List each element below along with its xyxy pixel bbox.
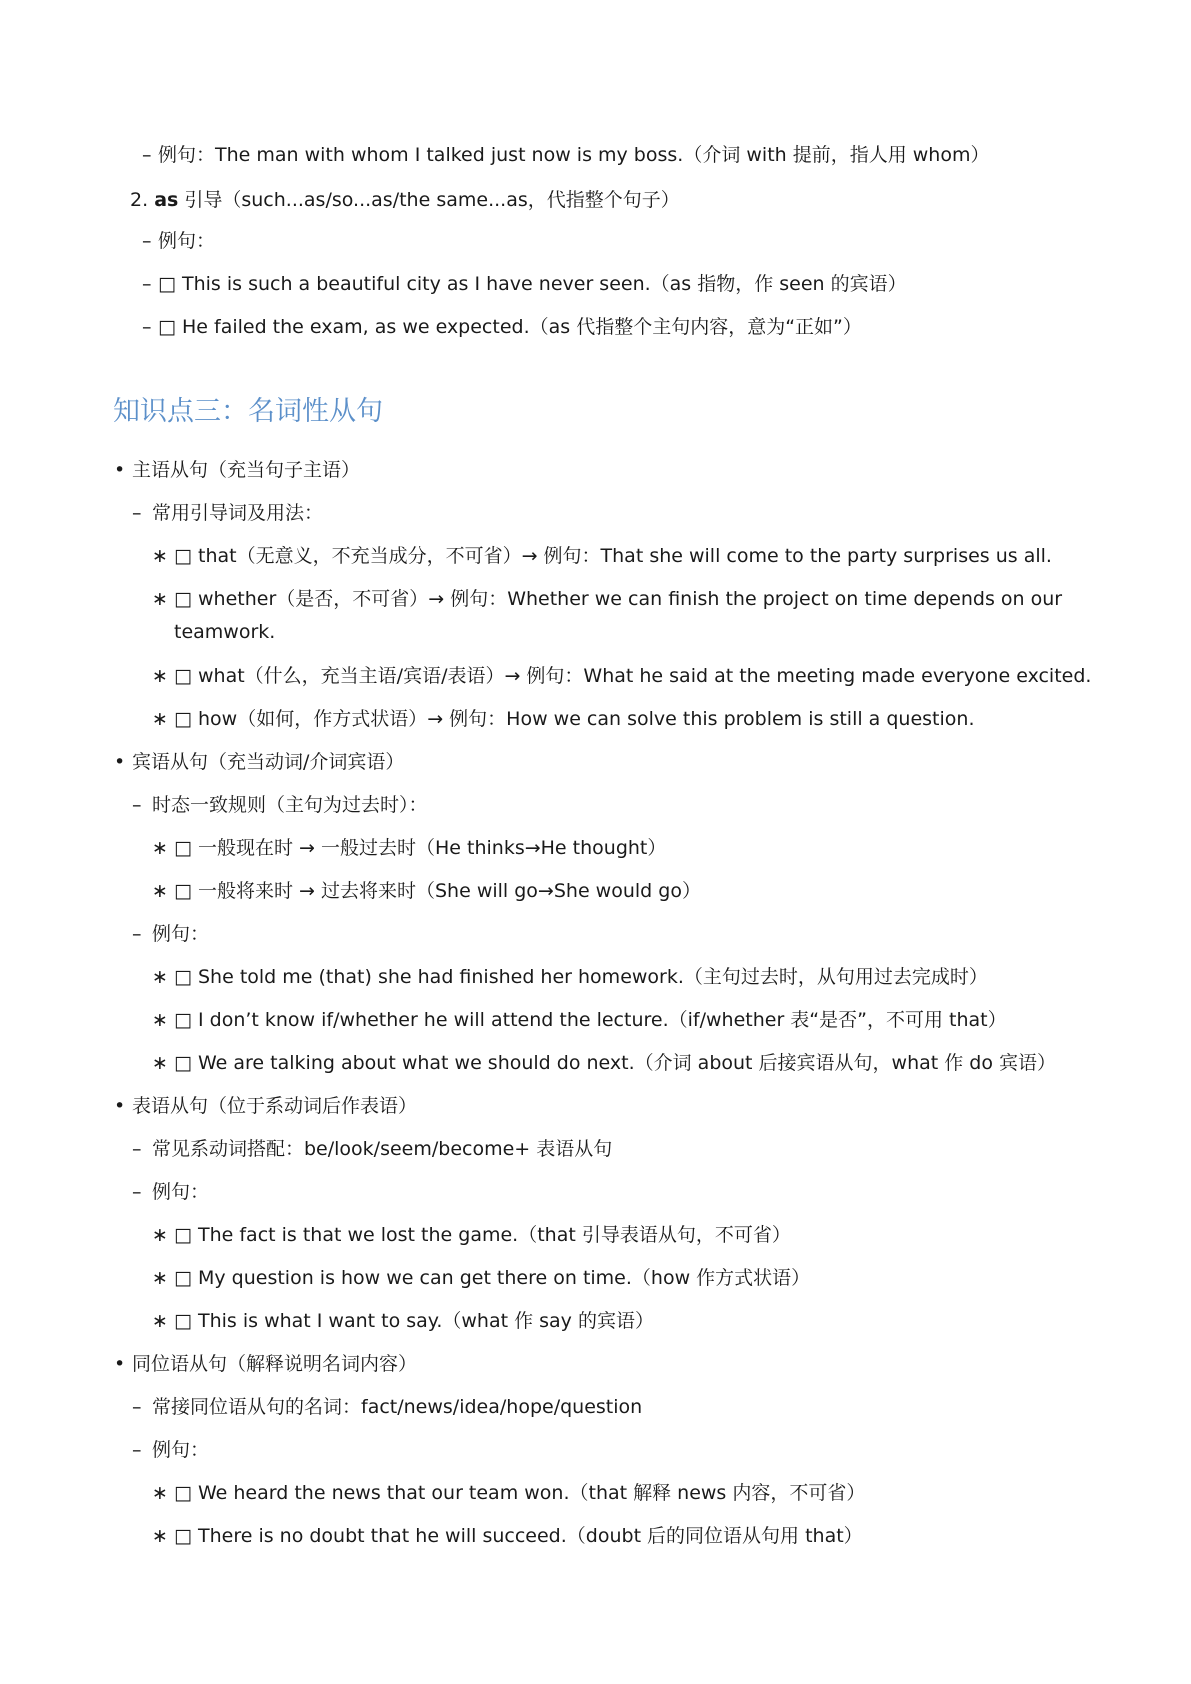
dash-marker: – <box>142 144 152 166</box>
star-text: □ There is no doubt that he will succeed.（doubt 后的同位语从句用 that） <box>174 1525 863 1547</box>
star-line <box>152 1478 866 1508</box>
dash-text: 常接同位语从句的名词：fact/news/idea/hope/question <box>152 1396 643 1418</box>
item-text: 引导（such...as/so...as/the same...as，代指整个句子） <box>178 189 680 211</box>
star-line <box>152 541 1052 571</box>
dash-marker: – <box>132 923 142 945</box>
dash-text: 例句： <box>152 1439 210 1461</box>
dash-text: 时态一致规则（主句为过去时）： <box>152 794 428 816</box>
bullet-marker: • <box>114 1095 126 1117</box>
dash-marker: – <box>132 1396 142 1418</box>
example-line <box>142 312 862 342</box>
star-line <box>152 584 1063 614</box>
star-text: □ My question is how we can get there on time.（how 作方式状语） <box>174 1267 811 1289</box>
item-number: 2. <box>130 189 149 211</box>
star-marker: ∗ <box>152 665 168 687</box>
continuation-line <box>174 617 275 647</box>
star-marker: ∗ <box>152 1525 168 1547</box>
star-marker: ∗ <box>152 1310 168 1332</box>
example-text: □ He failed the exam, as we expected.（as 代指整个主句内容，意为“正如”） <box>158 316 862 338</box>
star-marker: ∗ <box>152 966 168 988</box>
star-text: □ how（如何，作方式状语）→ 例句：How we can solve this problem is still a question. <box>174 708 975 730</box>
star-marker: ∗ <box>152 1267 168 1289</box>
star-line <box>152 962 988 992</box>
star-text: □ We are talking about what we should do next.（介词 about 后接宾语从句，what 作 do 宾语） <box>174 1052 1057 1074</box>
star-text: □ We heard the news that our team won.（that 解释 news 内容，不可省） <box>174 1482 866 1504</box>
star-text: □ This is what I want to say.（what 作 say 的宾语） <box>174 1310 654 1332</box>
example-line <box>142 269 907 299</box>
star-marker: ∗ <box>152 545 168 567</box>
star-line <box>152 1263 811 1293</box>
bullet-line <box>114 1349 418 1379</box>
star-text: □ 一般现在时 → 一般过去时（He thinks→He thought） <box>174 837 667 859</box>
star-text: □ She told me (that) she had finished her homework.（主句过去时，从句用过去完成时） <box>174 966 988 988</box>
star-text: □ that（无意义，不充当成分，不可省）→ 例句：That she will come to the party surprises us all. <box>174 545 1052 567</box>
dash-marker: – <box>132 1439 142 1461</box>
numbered-item <box>130 185 680 215</box>
dash-text: 例句： <box>152 923 210 945</box>
bullet-text: 表语从句（位于系动词后作表语） <box>132 1095 418 1117</box>
star-line <box>152 1220 791 1250</box>
example-text: 例句： <box>158 230 216 252</box>
dash-line <box>132 1435 210 1465</box>
example-text: 例句：The man with whom I talked just now is my boss.（介词 with 提前，指人用 whom） <box>158 144 990 166</box>
dash-marker: – <box>142 273 152 295</box>
continuation-text: teamwork. <box>174 621 276 643</box>
dash-text: 例句： <box>152 1181 210 1203</box>
bullet-marker: • <box>114 459 126 481</box>
dash-line <box>132 919 210 949</box>
star-line <box>152 661 1092 691</box>
star-line <box>152 876 701 906</box>
star-marker: ∗ <box>152 588 168 610</box>
star-text: □ The fact is that we lost the game.（that 引导表语从句，不可省） <box>174 1224 791 1246</box>
item-keyword: as <box>154 189 179 211</box>
dash-text: 常用引导词及用法： <box>152 502 324 524</box>
star-line <box>152 1521 863 1551</box>
bullet-line <box>114 747 405 777</box>
star-line <box>152 704 975 734</box>
star-marker: ∗ <box>152 837 168 859</box>
dash-marker: – <box>132 502 142 524</box>
dash-marker: – <box>132 794 142 816</box>
bullet-text: 宾语从句（充当动词/介词宾语） <box>132 751 405 773</box>
bullet-marker: • <box>114 751 126 773</box>
star-marker: ∗ <box>152 1052 168 1074</box>
dash-line <box>132 1134 613 1164</box>
example-line <box>142 140 990 170</box>
star-text: □ what（什么，充当主语/宾语/表语）→ 例句：What he said at the meeting made everyone excited. <box>174 665 1092 687</box>
dash-line <box>132 1392 643 1422</box>
star-text: □ I don’t know if/whether he will attend the lecture.（if/whether 表“是否”，不可用 that） <box>174 1009 1007 1031</box>
dash-marker: – <box>142 230 152 252</box>
star-marker: ∗ <box>152 1482 168 1504</box>
star-marker: ∗ <box>152 880 168 902</box>
bullet-line <box>114 455 361 485</box>
dash-marker: – <box>142 316 152 338</box>
dash-marker: – <box>132 1181 142 1203</box>
dash-line <box>132 790 428 820</box>
example-text: □ This is such a beautiful city as I have never seen.（as 指物，作 seen 的宾语） <box>158 273 907 295</box>
star-marker: ∗ <box>152 1009 168 1031</box>
dash-line <box>132 1177 210 1207</box>
bullet-text: 主语从句（充当句子主语） <box>132 459 361 481</box>
star-marker: ∗ <box>152 1224 168 1246</box>
star-line <box>152 1048 1057 1078</box>
bullet-line <box>114 1091 418 1121</box>
dash-text: 常见系动词搭配：be/look/seem/become+ 表语从句 <box>152 1138 613 1160</box>
star-line <box>152 1005 1007 1035</box>
star-text: □ whether（是否，不可省）→ 例句：Whether we can finish the project on time depends on our <box>174 588 1063 610</box>
star-marker: ∗ <box>152 708 168 730</box>
dash-line <box>132 498 324 528</box>
dash-marker: – <box>132 1138 142 1160</box>
bullet-text: 同位语从句（解释说明名词内容） <box>132 1353 418 1375</box>
example-line <box>142 226 216 256</box>
section-heading: 知识点三：名词性从句 <box>113 396 383 427</box>
star-line <box>152 1306 654 1336</box>
bullet-marker: • <box>114 1353 126 1375</box>
star-text: □ 一般将来时 → 过去将来时（She will go→She would go） <box>174 880 701 902</box>
star-line <box>152 833 667 863</box>
